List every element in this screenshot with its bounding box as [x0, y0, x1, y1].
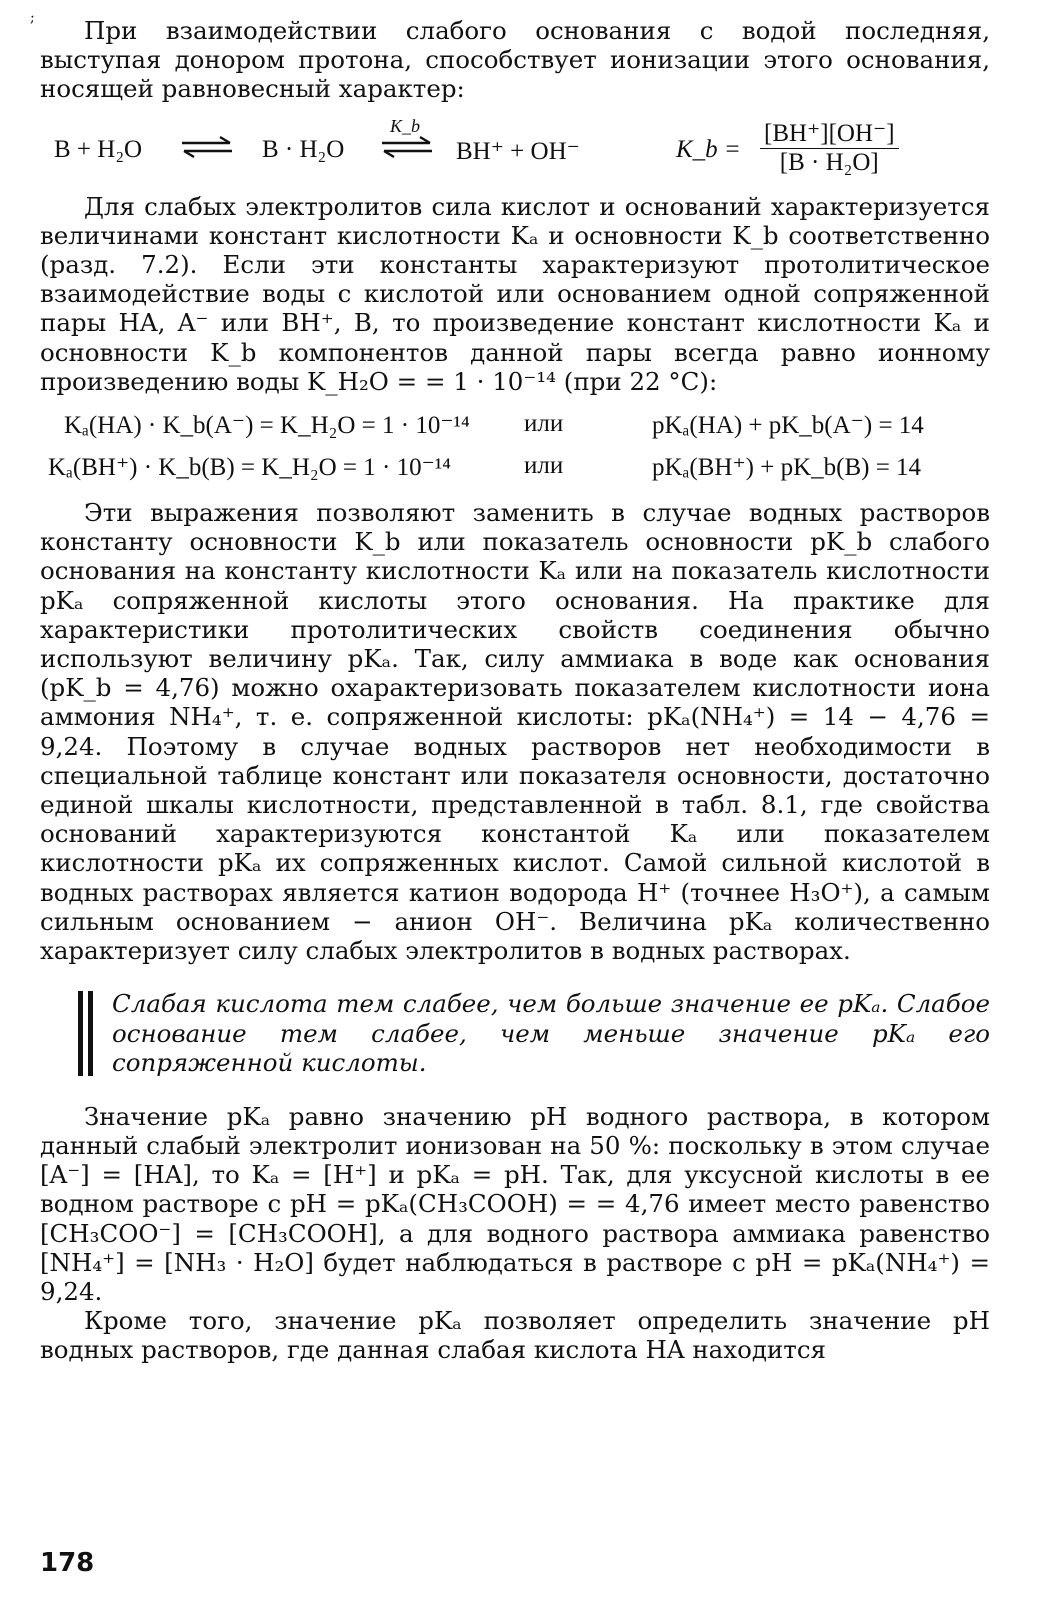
paragraph-base-ionization-intro: При взаимодействии слабого основания с водой последняя, выступая донором протона, способствует ионизации этого основания, носящей равновесный характер: [40, 16, 990, 104]
kb-denominator: [B · H₂O] [779, 148, 879, 176]
paragraph-pka-ph-continuation: Кроме того, значение pKₐ позволяет определить значение pH водных растворов, где данная слабая кислота HA находится [40, 1306, 990, 1365]
relation-row-ha [40, 404, 990, 446]
rule-text: Слабая кислота тем слабее, чем больше значение ее pKₐ. Слабое основание тем слабее, чем меньше значение pKₐ его сопряженной кислоты. [112, 989, 990, 1078]
equilibrium-arrow-icon [180, 134, 234, 160]
paragraph-pka-usage: Эти выражения позволяют заменить в случае водных растворов константу основности K_b или показатель основности pK_b слабого основания на константу кислотности Kₐ или на показатель кислотности pKₐ сопряженной кислоты этого основания. На практике для характеристики протолитических свойств соединения обычно используют величину pKₐ. Так, силу аммиака в воде как основания (pK_b = 4,76) можно охарактеризовать показателем кислотности иона аммония NH₄⁺, т. е. сопряженной кислоты: pKₐ(NH₄⁺) = 14 − 4,76 = 9,24. Поэтому в случае водных растворов нет необходимости в специальной таблице констант или показателя основности, достаточно единой шкалы кислотности, представленной в табл. 8.1, где свойства оснований характеризуются константой Kₐ или показателем кислотности pKₐ их сопряженных кислот. Самой сильной кислотой в водных растворах является катион водорода H⁺ (точнее H₃O⁺), а самым сильным основанием − анион OH⁻. Величина pKₐ количественно характеризует силу слабых электролитов в водных растворах. [40, 498, 990, 966]
kb-fraction [760, 118, 899, 177]
kb-numerator: [BH⁺][OH⁻] [760, 118, 899, 149]
highlighted-rule [78, 989, 990, 1078]
paragraph-acid-base-constants: Для слабых электролитов сила кислот и оснований характеризуется величинами констант кислотности Kₐ и основности K_b соответственно (разд. 7.2). Если эти константы характеризуют протолитическое взаимодействие воды с кислотой или основанием одной сопряженной пары HA, A⁻ или BH⁺, B, то произведение констант кислотности Kₐ и основности K_b компонентов данной пары всегда равно ионному произведению воды K_H₂O = = 1 · 10⁻¹⁴ (при 22 °C): [40, 191, 990, 396]
relation-ha-or: или [524, 410, 564, 438]
page-number: 178 [40, 1548, 95, 1578]
rule-margin-bars [78, 991, 96, 1076]
equilibrium-constant-label: K_b [390, 115, 421, 136]
equation-left-side: B + H₂O [54, 135, 143, 163]
paragraph-pka-equals-ph: Значение pKₐ равно значению pH водного раствора, в котором данный слабый электролит ионизован на 50 %: поскольку в этом случае [A⁻] = [HA], то Kₐ = [H⁺] и pKₐ = pH. Так, для уксусной кислоты в ее водном растворе с pH = pKₐ(CH₃COOH) = = 4,76 имеет место равенство [CH₃COO⁻] = [CH₃COOH], а для водного раствора аммиака равенство [NH₄⁺] = [NH₃ · H₂O] будет наблюдаться в растворе с pH = pKₐ(NH₄⁺) = 9,24. [40, 1101, 990, 1306]
relation-bh-product: Kₐ(BH⁺) · K_b(B) = K_H₂O = 1 · 10⁻¹⁴ [48, 454, 451, 482]
equation-middle: B · H₂O [262, 135, 345, 163]
equilibrium-arrow-icon [380, 134, 434, 160]
equation-right-side: BH⁺ + OH⁻ [456, 137, 580, 165]
relation-ha-product: Kₐ(HA) · K_b(A⁻) = K_H₂O = 1 · 10⁻¹⁴ [64, 412, 470, 440]
relation-row-bh [40, 446, 990, 488]
equation-base-ionization [40, 116, 990, 180]
relation-bh-or: или [524, 452, 564, 480]
relation-ha-pk-sum: pKₐ(HA) + pK_b(A⁻) = 14 [652, 412, 924, 440]
scan-mark: ; [30, 10, 35, 26]
relation-bh-pk-sum: pKₐ(BH⁺) + pK_b(B) = 14 [652, 454, 922, 482]
kb-expression-lhs: K_b = [676, 135, 741, 163]
